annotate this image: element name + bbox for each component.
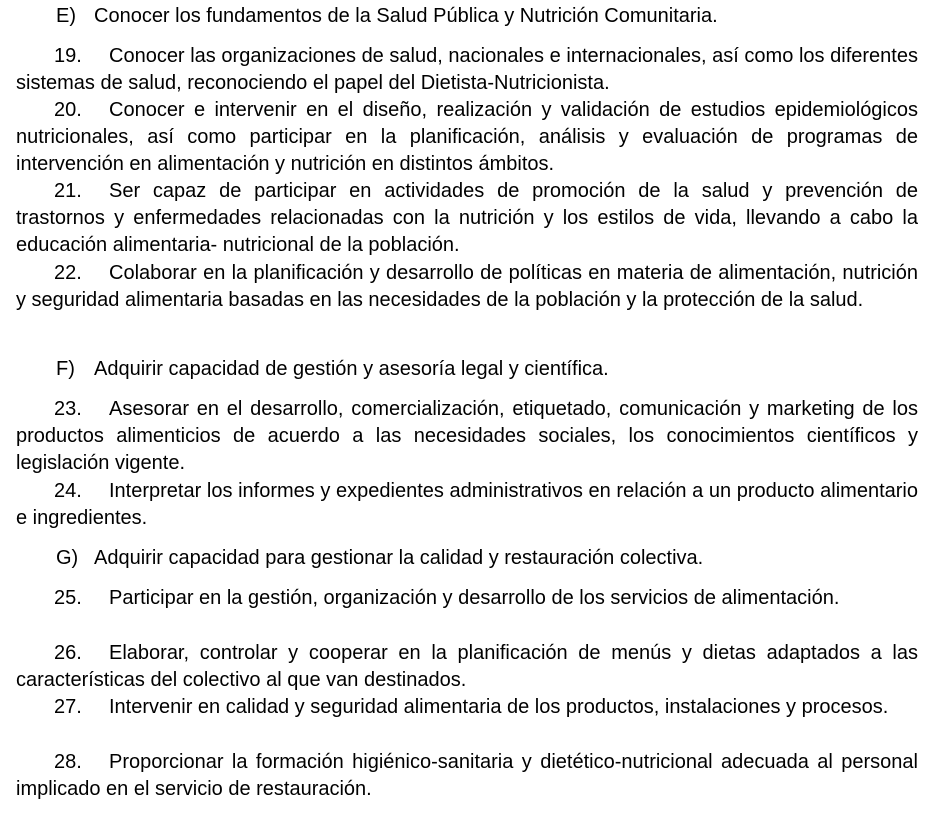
section-heading-f	[56, 356, 609, 383]
section-heading-g	[56, 545, 703, 572]
item-number: 28.	[54, 751, 82, 773]
item-text: Ser capaz de participar en actividades de promoción de la salud y prevención de trastornos y enfermedades relacionadas con la nutrición y los estilos de vida, llevando a cabo la educación alimentaria- nutricional de la población.	[16, 180, 918, 256]
item-text: Participar en la gestión, organización y desarrollo de los servicios de alimentación.	[109, 587, 840, 609]
item-number: 20.	[54, 99, 82, 121]
section-title: Adquirir capacidad de gestión y asesoría legal y científica.	[94, 358, 609, 380]
item-number: 27.	[54, 696, 82, 718]
item-text: Colaborar en la planificación y desarrollo de políticas en materia de alimentación, nutrición y seguridad alimentaria basadas en las necesidades de la población y la protección de la salud.	[16, 262, 918, 311]
item-text: Interpretar los informes y expedientes administrativos en relación a un producto alimentario e ingredientes.	[16, 480, 918, 529]
competence-item-26	[16, 640, 918, 694]
competence-item-23	[16, 396, 918, 477]
item-number: 19.	[54, 45, 82, 67]
item-number: 24.	[54, 480, 82, 502]
competence-item-21	[16, 178, 918, 259]
competence-item-19	[16, 43, 918, 97]
item-number: 25.	[54, 587, 82, 609]
competence-item-24	[16, 478, 918, 532]
section-heading-e	[56, 3, 718, 30]
item-text: Conocer e intervenir en el diseño, realización y validación de estudios epidemiológicos nutricionales, así como participar en la planificación, análisis y evaluación de programas de intervención en alimentación y nutrición en distintos ámbitos.	[16, 99, 918, 175]
item-number: 23.	[54, 398, 82, 420]
item-number: 26.	[54, 642, 82, 664]
section-letter: E)	[56, 5, 76, 27]
item-text: Intervenir en calidad y seguridad alimentaria de los productos, instalaciones y procesos.	[109, 696, 889, 718]
competence-item-20	[16, 97, 918, 178]
section-letter: F)	[56, 358, 75, 380]
competence-item-28	[16, 749, 918, 803]
item-number: 21.	[54, 180, 82, 202]
item-text: Proporcionar la formación higiénico-sanitaria y dietético-nutricional adecuada al personal implicado en el servicio de restauración.	[16, 751, 918, 800]
competence-item-25	[16, 585, 918, 612]
item-text: Asesorar en el desarrollo, comercialización, etiquetado, comunicación y marketing de los productos alimenticios de acuerdo a las necesidades sociales, los conocimientos científicos y legislación vigente.	[16, 398, 918, 474]
item-text: Elaborar, controlar y cooperar en la planificación de menús y dietas adaptados a las características del colectivo al que van destinados.	[16, 642, 918, 691]
section-title: Conocer los fundamentos de la Salud Pública y Nutrición Comunitaria.	[94, 5, 718, 27]
item-text: Conocer las organizaciones de salud, nacionales e internacionales, así como los diferentes sistemas de salud, reconociendo el papel del Dietista-Nutricionista.	[16, 45, 918, 94]
competence-item-22	[16, 260, 918, 314]
section-letter: G)	[56, 547, 79, 569]
item-number: 22.	[54, 262, 82, 284]
section-title: Adquirir capacidad para gestionar la calidad y restauración colectiva.	[94, 547, 704, 569]
competence-item-27	[16, 694, 918, 721]
